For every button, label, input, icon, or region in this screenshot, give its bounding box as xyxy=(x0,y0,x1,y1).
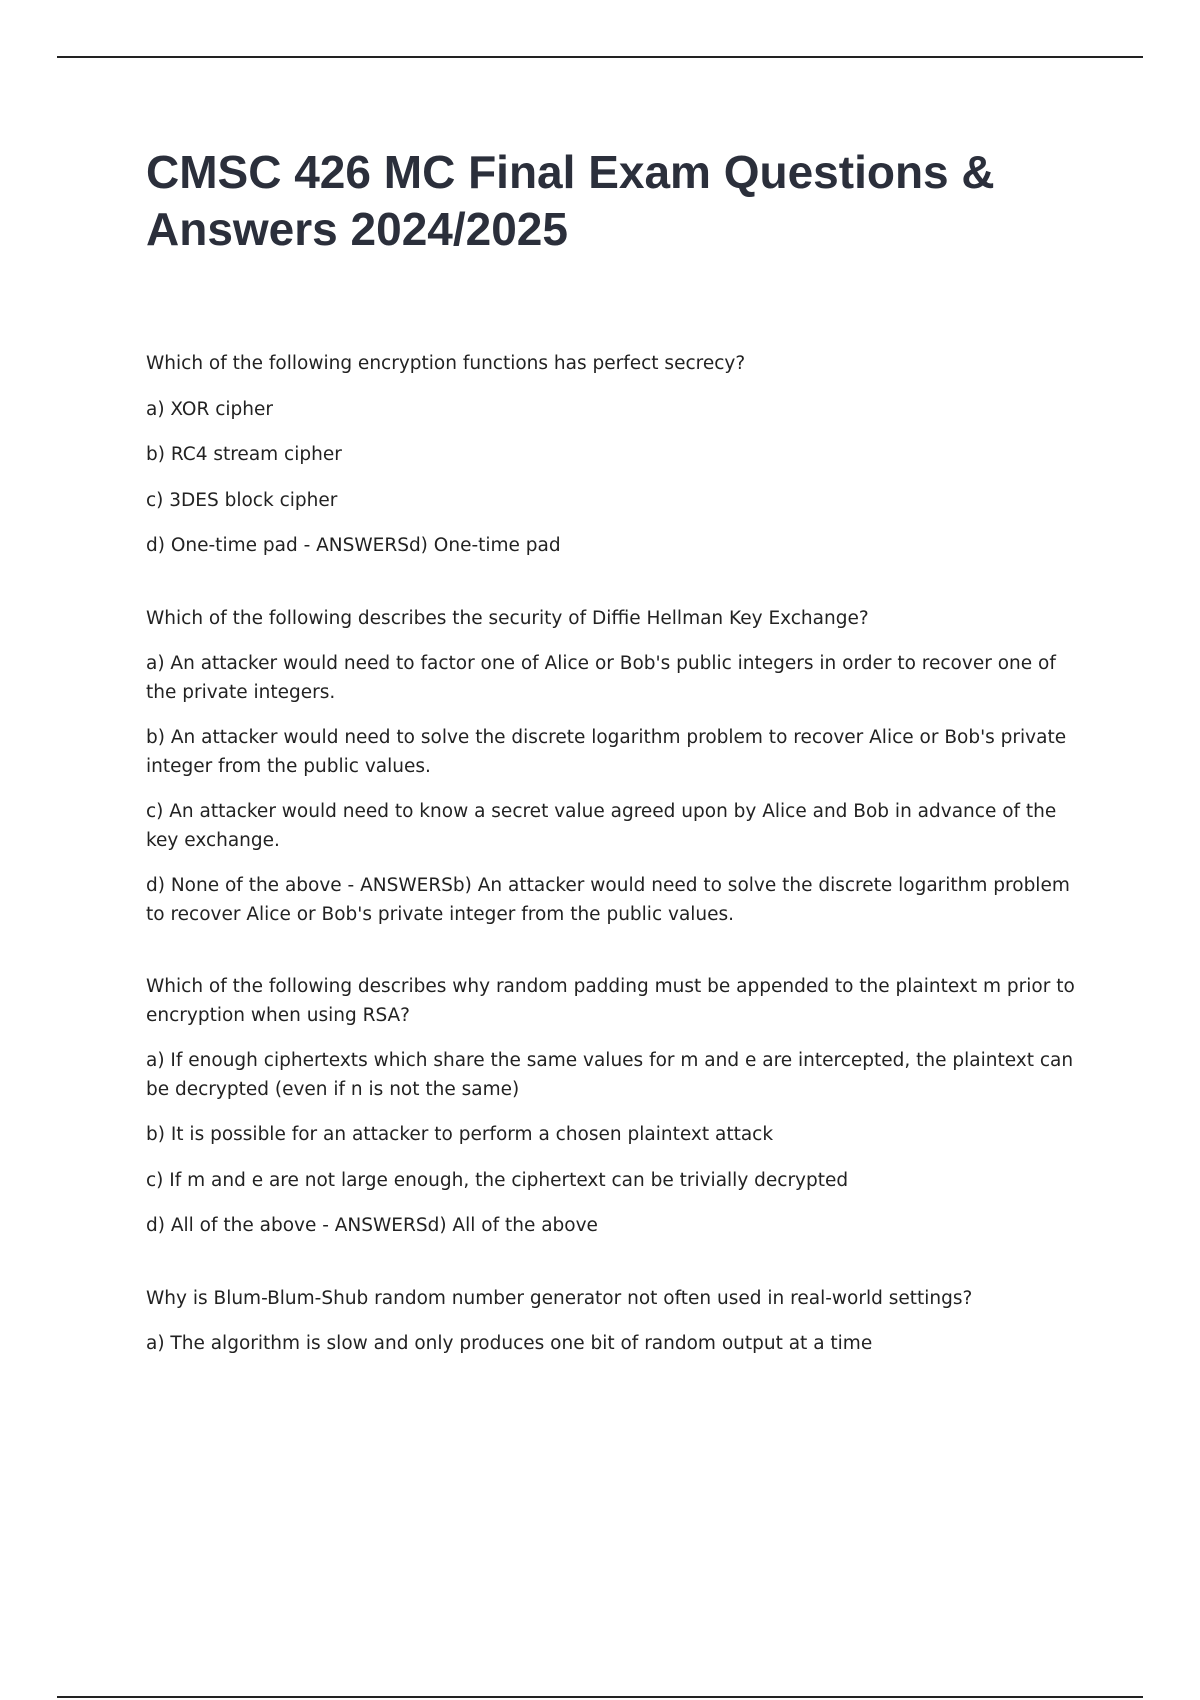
bottom-divider xyxy=(57,1696,1143,1698)
document-title: CMSC 426 MC Final Exam Questions & Answers 2024/2025 xyxy=(146,146,995,255)
question-2 xyxy=(146,605,1086,930)
answer-option: c) If m and e are not large enough, the ciphertext can be trivially decrypted xyxy=(146,1169,849,1191)
answer-option: a) The algorithm is slow and only produces one bit of random output at a time xyxy=(146,1333,873,1354)
question-4 xyxy=(146,1285,1086,1359)
question-1 xyxy=(146,350,1086,561)
answer-option: d) None of the above - ANSWERSb) An attacker would need to solve the discrete logarithm problem to recover Alice or Bob's private integer from the public values. xyxy=(146,875,1070,925)
question-text: Which of the following encryption functions has perfect secrecy? xyxy=(146,353,746,374)
answer-option: c) 3DES block cipher xyxy=(146,489,338,511)
answer-option: b) RC4 stream cipher xyxy=(146,444,342,465)
question-text: Why is Blum-Blum-Shub random number generator not often used in real-world settings? xyxy=(146,1287,973,1309)
answer-option: b) It is possible for an attacker to perform a chosen plaintext attack xyxy=(146,1124,774,1145)
answer-option: a) If enough ciphertexts which share the same values for m and e are intercepted, the plaintext can be decrypted (even if n is not the same) xyxy=(146,1050,1074,1100)
question-list xyxy=(146,350,1086,1359)
answer-option: d) All of the above - ANSWERSd) All of the above xyxy=(146,1215,598,1236)
answer-option: a) XOR cipher xyxy=(146,398,273,420)
question-3 xyxy=(146,973,1086,1241)
answer-option: a) An attacker would need to factor one of Alice or Bob's public integers in order to recover one of the private integers. xyxy=(146,653,1056,703)
question-text: Which of the following describes why random padding must be appended to the plaintext m prior to encryption when using RSA? xyxy=(146,976,1075,1026)
top-divider xyxy=(57,56,1143,58)
answer-option: d) One-time pad - ANSWERSd) One-time pad xyxy=(146,535,561,556)
answer-option: c) An attacker would need to know a secret value agreed upon by Alice and Bob in advance of the key exchange. xyxy=(146,801,1057,851)
document-content xyxy=(146,144,1086,1403)
answer-option: b) An attacker would need to solve the discrete logarithm problem to recover Alice or Bob's private integer from the public values. xyxy=(146,727,1067,777)
question-text: Which of the following describes the security of Diffie Hellman Key Exchange? xyxy=(146,607,869,629)
